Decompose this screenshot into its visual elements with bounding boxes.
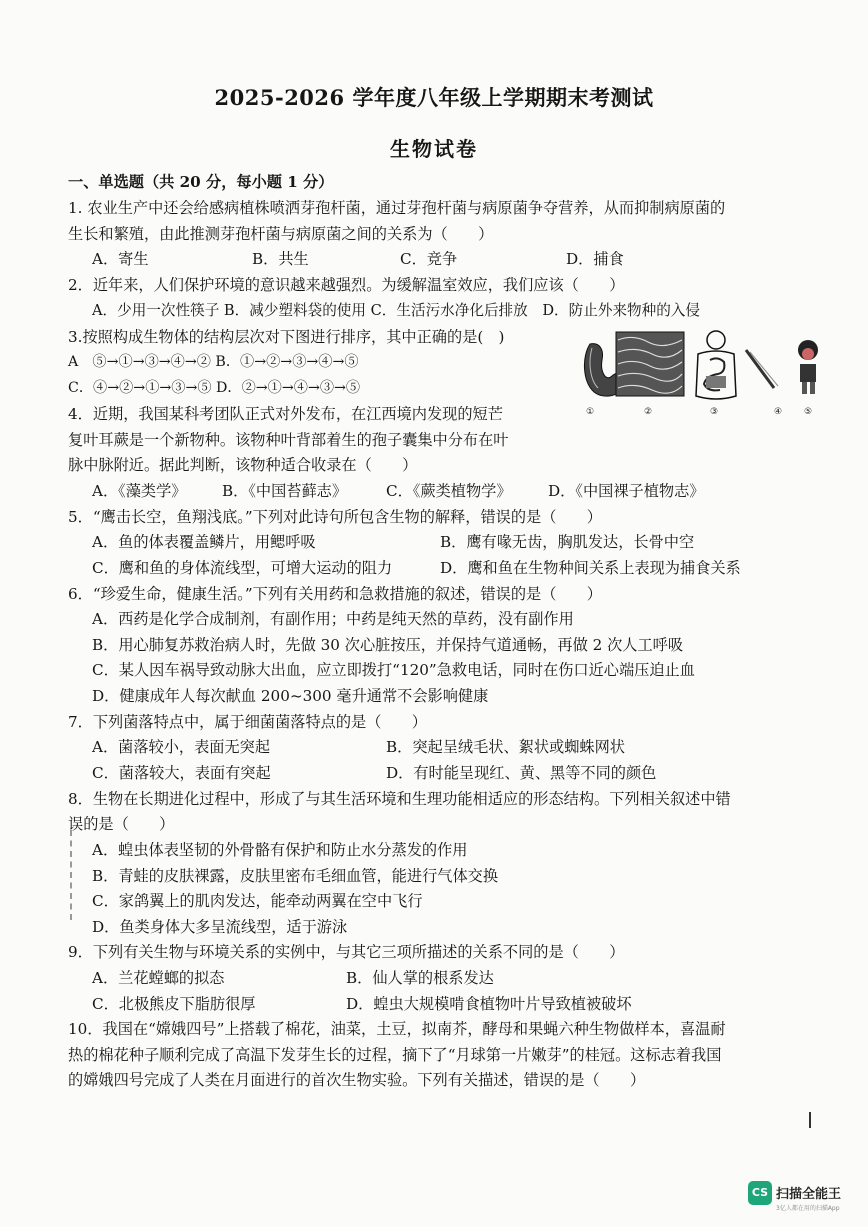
q8-stem-1: 8．生物在长期进化过程中，形成了与其生活环境和生理功能相适应的形态结构。下列相关叙述中错 [68,790,731,808]
q5-stem: 5．“鹰击长空，鱼翔浅底。”下列对此诗句所包含生物的解释，错误的是（ ） [68,508,602,526]
scanner-watermark [748,1181,866,1215]
q9-option-a: A．兰花螳螂的拟态 [92,969,225,987]
q7-stem: 7．下列菌落特点中，属于细菌菌落特点的是（ ） [68,713,427,731]
exam-title: 2025-2026 学年度八年级上学期期末考测试 [214,85,654,110]
fig-label-3: ③ [710,407,719,417]
q5-option-c: C．鹰和鱼的身体流线型，可增大运动的阻力 [92,559,393,577]
fig-label-2: ② [644,407,653,417]
q10-stem-3: 的嫦娥四号完成了人类在月面进行的首次生物实验。下列有关描述，错误的是（ ） [68,1071,646,1089]
fig-label-5: ⑤ [804,407,813,417]
q9-option-d: D．蝗虫大规模啃食植物叶片导致植被破坏 [346,995,632,1013]
q1-stem-2: 生长和繁殖，由此推测芽孢杆菌与病原菌之间的关系为（ ） [68,225,494,243]
q4-option-c: C．《蕨类植物学》 [386,482,512,500]
q3-options-cd: C．④→②→①→③→⑤ D．②→①→④→③→⑤ [68,380,361,396]
q3-stem: 3.按照构成生物体的结构层次对下图进行排序，其中正确的是( ) [68,328,505,346]
q10-stem-2: 热的棉花种子顺利完成了高温下发芽生长的过程，摘下了“月球第一片嫩芽”的桂冠。这标志着我国 [68,1046,722,1064]
structure-levels-figure [578,326,838,421]
page-mark [809,1112,811,1128]
q7-option-d: D．有时能呈现红、黄、黑等不同的颜色 [386,764,657,782]
fig-label-4: ④ [774,407,783,417]
q1-stem-1: 1. 农业生产中还会给感病植株喷洒芽孢杆菌，通过芽孢杆菌与病原菌争夺营养，从而抑制病原菌的 [68,199,726,217]
q2-stem: 2．近年来，人们保护环境的意识越来越强烈。为缓解温室效应，我们应该（ ） [68,276,625,294]
q9-stem: 9．下列有关生物与环境关系的实例中，与其它三项所描述的关系不同的是（ ） [68,943,625,961]
q4-stem-2: 复叶耳蕨是一个新物种。该物种叶背部着生的孢子囊集中分布在叶 [68,431,509,449]
q6-option-c: C．某人因车祸导致动脉大出血，应立即拨打“120”急救电话，同时在伤口近心端压迫止血 [92,661,695,679]
q10-stem-1: 10．我国在“嫦娥四号”上搭载了棉花，油菜，土豆，拟南芥，酵母和果蝇六种生物做样本，喜温耐 [68,1020,726,1038]
person-image [798,340,818,394]
q1-option-a: A．寄生 [92,250,149,268]
digestive-system-image [696,331,736,399]
q4-option-b: B．《中国苔藓志》 [222,482,348,500]
q8-option-d: D．鱼类身体大多呈流线型，适于游泳 [92,918,348,936]
q7-option-b: B．突起呈绒毛状、絮状或蜘蛛网状 [386,738,625,756]
cell-image [746,350,778,388]
q4-option-d: D．《中国裸子植物志》 [548,482,705,500]
watermark-tagline: 3亿人都在用的扫描App [776,1205,840,1212]
q9-option-c: C．北极熊皮下脂肪很厚 [92,995,256,1013]
q1-option-c: C．竞争 [400,250,458,268]
tissue-image [616,332,684,396]
q1-option-b: B．共生 [252,250,309,268]
exam-subtitle: 生物试卷 [390,137,478,161]
q3-options-ab: A ⑤→①→③→④→② B．①→②→③→④→⑤ [68,354,359,370]
q8-option-c: C．家鸽翼上的肌肉发达，能牵动两翼在空中飞行 [92,892,423,910]
q1-option-d: D．捕食 [566,250,624,268]
q5-option-a: A．鱼的体表覆盖鳞片，用鳃呼吸 [92,533,316,551]
q6-option-a: A．西药是化学合成制剂，有副作用；中药是纯天然的草药，没有副作用 [92,610,574,628]
camscanner-logo-icon: CS [748,1181,772,1205]
q5-option-d: D．鹰和鱼在生物种间关系上表现为捕食关系 [440,559,741,577]
q8-option-b: B．青蛙的皮肤裸露，皮肤里密布毛细血管，能进行气体交换 [92,867,499,885]
q8-stem-2: 误的是（ ） [68,815,175,833]
q4-option-a: A．《藻类学》 [92,482,187,500]
scan-margin-dash [70,830,73,920]
fig-label-1: ① [586,407,595,417]
q6-option-b: B．用心肺复苏救治病人时，先做 30 次心脏按压，并保持气道通畅，再做 2 次人工呼吸 [92,636,684,654]
q9-option-b: B．仙人掌的根系发达 [346,969,494,987]
watermark-name: 扫描全能王 [776,1187,842,1202]
q6-stem: 6．“珍爱生命，健康生活。”下列有关用药和急救措施的叙述，错误的是（ ） [68,585,602,603]
q7-option-c: C．菌落较大，表面有突起 [92,764,271,782]
q4-stem-1: 4．近期，我国某科考团队正式对外发布，在江西境内发现的短芒 [68,405,503,423]
q8-option-a: A．蝗虫体表坚韧的外骨骼有保护和防止水分蒸发的作用 [92,841,468,859]
q4-stem-3: 脉中脉附近。据此判断，该物种适合收录在（ ） [68,456,418,474]
q7-option-a: A．菌落较小，表面无突起 [92,738,271,756]
section-heading: 一、单选题（共 20 分，每小题 1 分） [68,173,334,191]
q5-option-b: B．鹰有喙无齿，胸肌发达，长骨中空 [440,533,695,551]
q6-option-d: D．健康成年人每次献血 200~300 毫升通常不会影响健康 [92,687,489,705]
q2-options: A．少用一次性筷子 B．减少塑料袋的使用 C．生活污水净化后排放 D．防止外来物种的入侵 [92,302,700,319]
